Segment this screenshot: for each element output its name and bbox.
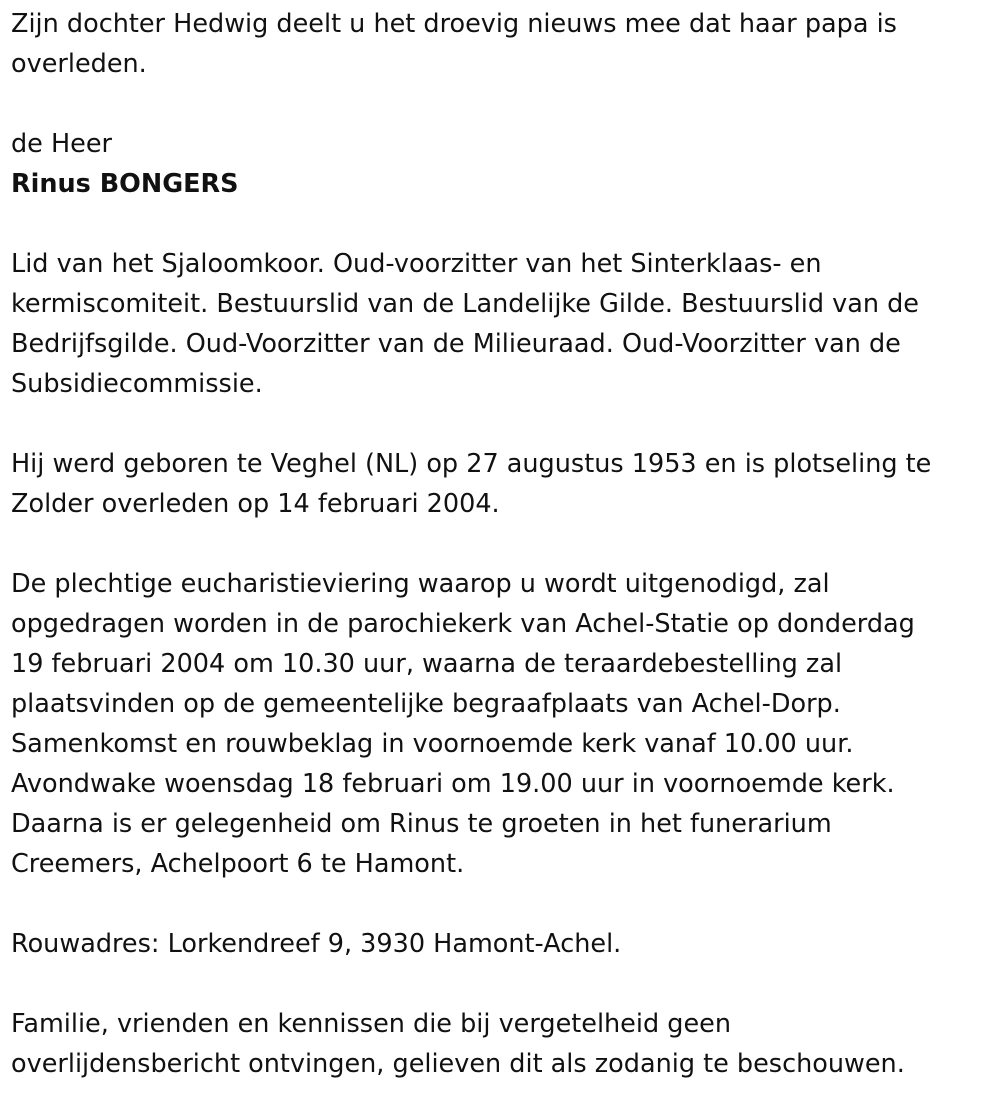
obituary-notice <box>11 4 986 1084</box>
closing-line: Familie, vrienden en kennissen die bij vergetelheid geen <box>11 1009 731 1039</box>
ceremony-line: Daarna is er gelegenheid om Rinus te groeten in het funerarium <box>11 809 832 839</box>
intro-line: overleden. <box>11 49 147 79</box>
paragraph-gap <box>11 404 986 444</box>
roles-line: Bedrijfsgilde. Oud-Voorzitter van de Milieuraad. Oud-Voorzitter van de <box>11 329 901 359</box>
ceremony-line: opgedragen worden in de parochiekerk van Achel-Statie op donderdag <box>11 609 915 639</box>
ceremony-line: plaatsvinden op de gemeentelijke begraafplaats van Achel-Dorp. <box>11 689 841 719</box>
ceremony-line: 19 februari 2004 om 10.30 uur, waarna de teraardebestelling zal <box>11 649 843 679</box>
paragraph-gap <box>11 884 986 924</box>
paragraph-gap <box>11 524 986 564</box>
roles-line: kermiscomiteit. Bestuurslid van de Landelijke Gilde. Bestuurslid van de <box>11 289 919 319</box>
birth-line: Zolder overleden op 14 februari 2004. <box>11 489 500 519</box>
paragraph-gap <box>11 204 986 244</box>
paragraph-gap <box>11 84 986 124</box>
ceremony-line: Avondwake woensdag 18 februari om 19.00 uur in voornoemde kerk. <box>11 769 895 799</box>
roles-line: Subsidiecommissie. <box>11 369 263 399</box>
salutation: de Heer <box>11 129 113 159</box>
ceremony-line: Samenkomst en rouwbeklag in voornoemde kerk vanaf 10.00 uur. <box>11 729 854 759</box>
ceremony-line: Creemers, Achelpoort 6 te Hamont. <box>11 849 465 879</box>
closing-line: overlijdensbericht ontvingen, gelieven dit als zodanig te beschouwen. <box>11 1049 905 1079</box>
roles-line: Lid van het Sjaloomkoor. Oud-voorzitter van het Sinterklaas- en <box>11 249 822 279</box>
ceremony-line: De plechtige eucharistieviering waarop u wordt uitgenodigd, zal <box>11 569 830 599</box>
mourning-address: Rouwadres: Lorkendreef 9, 3930 Hamont-Achel. <box>11 929 622 959</box>
paragraph-gap <box>11 964 986 1004</box>
intro-line: Zijn dochter Hedwig deelt u het droevig nieuws mee dat haar papa is <box>11 9 897 39</box>
deceased-name: Rinus BONGERS <box>11 169 239 199</box>
birth-line: Hij werd geboren te Veghel (NL) op 27 augustus 1953 en is plotseling te <box>11 449 932 479</box>
